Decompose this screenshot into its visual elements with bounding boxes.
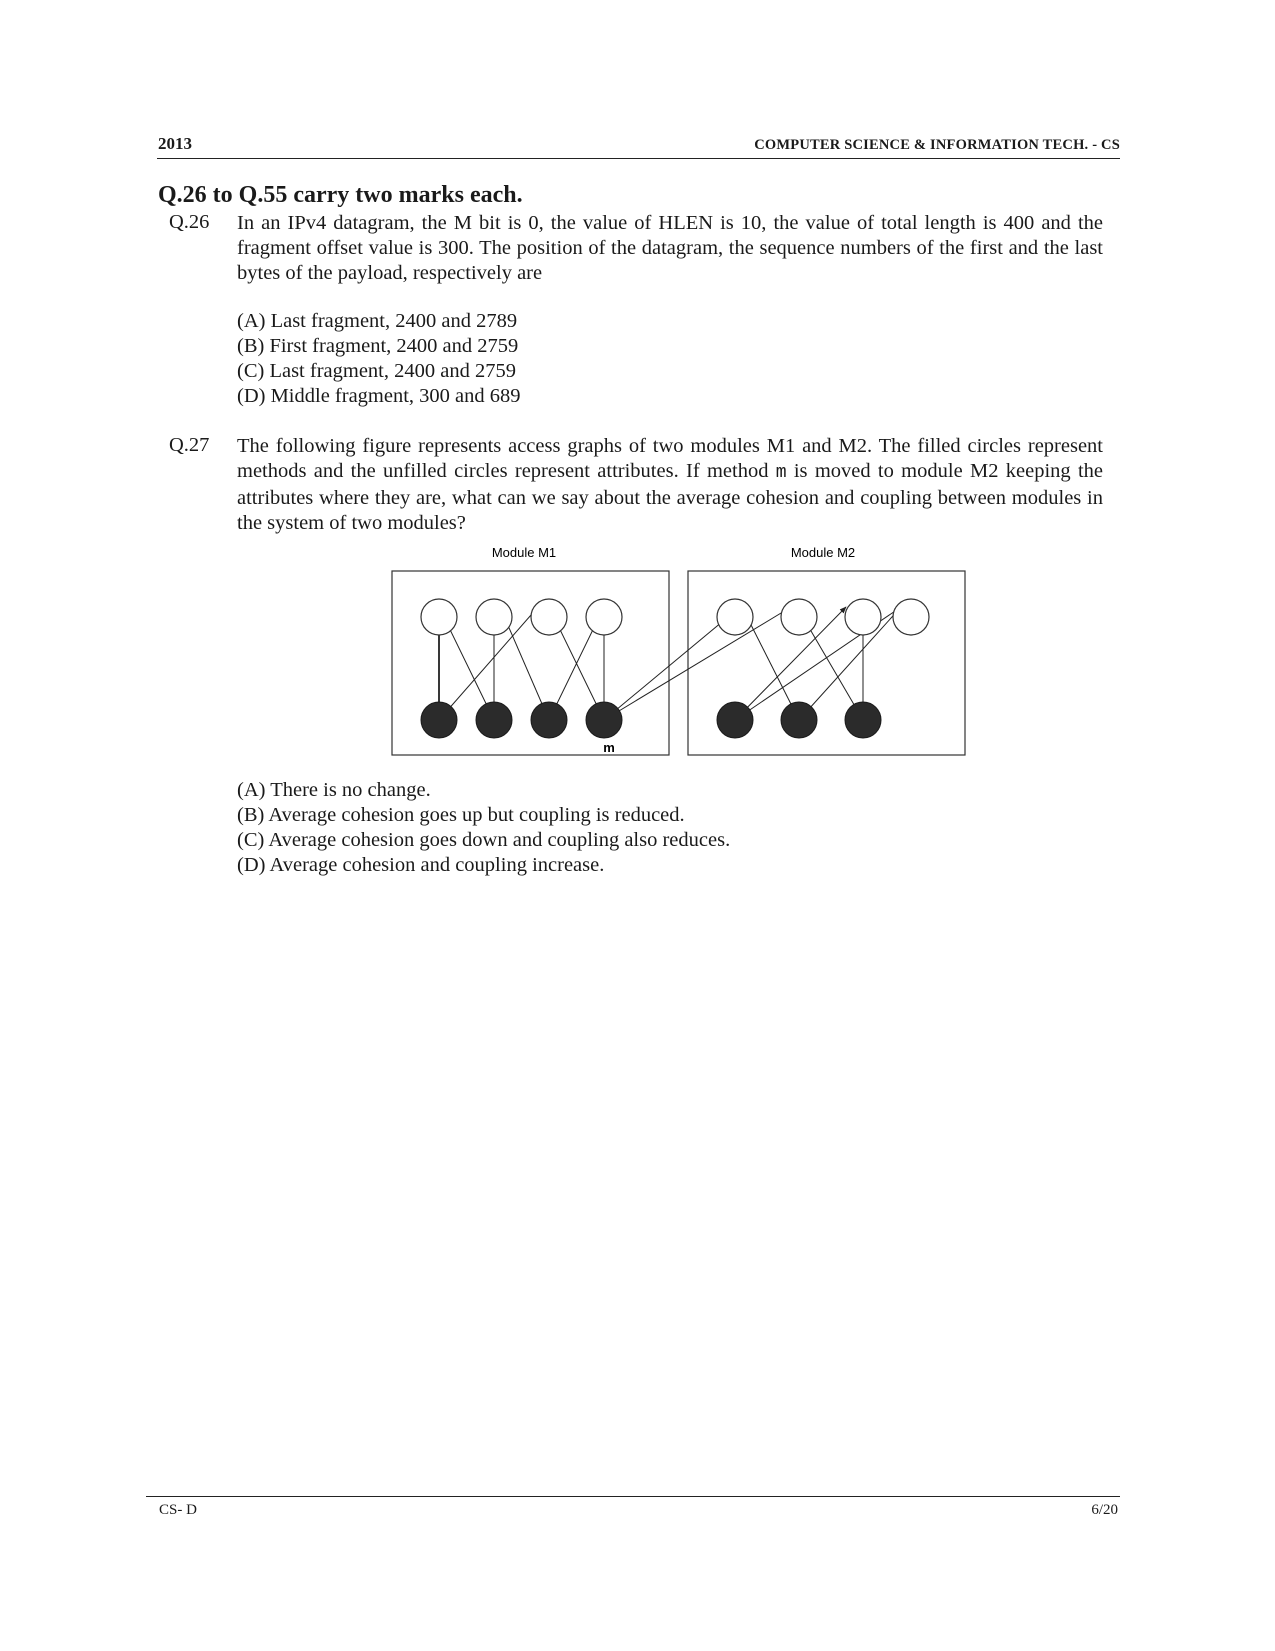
m2-attribute-1 xyxy=(717,599,753,635)
question-text-27 xyxy=(237,434,1103,536)
m1-method-1 xyxy=(421,702,457,738)
option-d: (D) Middle fragment, 300 and 689 xyxy=(237,385,521,407)
m2-method-1 xyxy=(717,702,753,738)
method-m-label: m xyxy=(603,740,615,755)
exam-year: 2013 xyxy=(158,134,192,153)
options-26 xyxy=(237,309,521,409)
page-number: 6/20 xyxy=(1091,1502,1118,1518)
section-title: Q.26 to Q.55 carry two marks each. xyxy=(158,182,523,208)
m2-method-2 xyxy=(781,702,817,738)
m2-attribute-4 xyxy=(893,599,929,635)
m1-attribute-1 xyxy=(421,599,457,635)
option-a: (A) There is no change. xyxy=(237,779,431,801)
method-code: m xyxy=(775,463,787,483)
options-27 xyxy=(237,778,730,878)
question-number-26: Q.26 xyxy=(169,211,210,233)
m1-attribute-3 xyxy=(531,599,567,635)
option-c: (C) Average cohesion goes down and coupling also reduces. xyxy=(237,829,731,851)
footer-divider xyxy=(146,1496,1120,1497)
m1-method-3 xyxy=(531,702,567,738)
m1-method-2 xyxy=(476,702,512,738)
m2-method-3 xyxy=(845,702,881,738)
paper-code: CS- D xyxy=(159,1502,197,1518)
attribute-nodes xyxy=(421,599,929,635)
option-c: (C) Last fragment, 2400 and 2759 xyxy=(237,360,516,382)
m2-attribute-3 xyxy=(845,599,881,635)
option-b: (B) Average cohesion goes up but coupling is reduced. xyxy=(237,804,685,826)
access-graph-figure xyxy=(380,540,980,760)
module-m1-label: Module M1 xyxy=(491,545,557,560)
method-nodes xyxy=(421,702,881,738)
method-m-node xyxy=(586,702,622,738)
question-text-26: In an IPv4 datagram, the M bit is 0, the value of HLEN is 10, the value of total length is 400 and the fragment offset value is 300. The position of the datagram, the sequence numbers of the first and the last bytes of the payload, respectively are xyxy=(237,212,1103,284)
question-number-27: Q.27 xyxy=(169,434,210,456)
question-text-27-part1: The following figure represents access graphs of two modules M1 and M2. The filled circles represent methods and the unfilled circles represent attributes. If method xyxy=(237,435,1103,482)
option-b: (B) First fragment, 2400 and 2759 xyxy=(237,335,519,357)
option-d: (D) Average cohesion and coupling increase. xyxy=(237,854,605,876)
m1-attribute-2 xyxy=(476,599,512,635)
m2-attribute-2 xyxy=(781,599,817,635)
option-a: (A) Last fragment, 2400 and 2789 xyxy=(237,310,518,332)
module-m2-label: Module M2 xyxy=(790,545,856,560)
paper-title: COMPUTER SCIENCE & INFORMATION TECH. - CS xyxy=(754,137,1120,153)
question-text-27-part2: is moved to module M2 keeping the attributes where they are, what can we say about the average cohesion and coupling between modules in the system of two modules? xyxy=(237,460,1103,534)
m1-attribute-4 xyxy=(586,599,622,635)
header-divider xyxy=(157,158,1120,159)
